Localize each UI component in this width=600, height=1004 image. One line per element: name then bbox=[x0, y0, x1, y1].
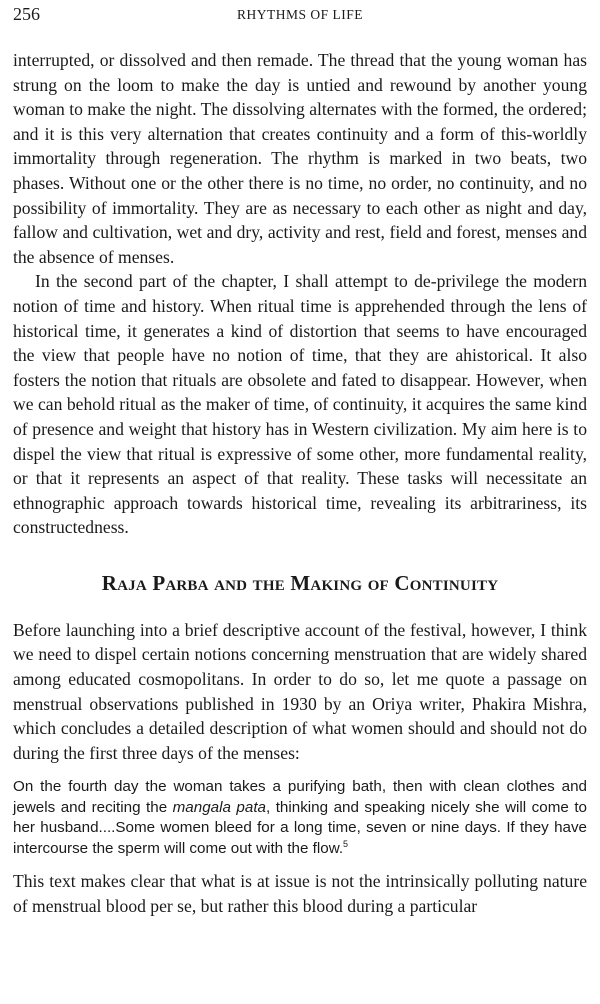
block-quote bbox=[13, 777, 587, 859]
quote-italic-term: mangala pata bbox=[172, 798, 266, 816]
section-heading: Raja Parba and the Making of Continuity bbox=[101, 570, 499, 595]
quote-text: On the fourth day the woman takes a purifying bath, then with clean clothes and jewels and reciting the bbox=[13, 778, 587, 816]
running-title: RHYTHMS OF LIFE bbox=[236, 7, 363, 22]
body-paragraph: Before launching into a brief descriptive account of the festival, however, I think we need to dispel certain notions concerning menstruation that are widely shared among educated cosmopolitans. In order to do so, let me quote a passage on menstrual observations published in 1930 by an Oriya writer, Phakira Mishra, which concludes a detailed description of what women should and should not do during the first three days of the menses: bbox=[13, 619, 587, 763]
body-paragraph: This text makes clear that what is at issue is not the intrinsically polluting nature of menstrual blood per se, but rather this blood during a particular bbox=[13, 871, 587, 917]
body-paragraph: interrupted, or dissolved and then remade. The thread that the young woman has strung on the loom to make the day is untied and rewound by another young woman to make the night. The dissolving alternates with the formed, the ordered; and it is this very alternation that creates continuity and a form of this-worldly immortality through regeneration. The rhythm is marked in two beats, two phases. Without one or the other there is no time, no order, no continuity, and no possibility of immortality. They are as necessary to each other as night and day, fallow and cultivation, wet and dry, activity and rest, field and forest, menses and the absence of menses. bbox=[13, 50, 587, 267]
quote-text: , thinking and speaking nicely she will come to her husband....Some women bleed for a long time, seven or nine days. If they have intercourse the sperm will come out with the flow. bbox=[13, 798, 587, 857]
footnote-marker[interactable]: 5 bbox=[343, 838, 349, 849]
page-number: 256 bbox=[13, 4, 40, 24]
running-head bbox=[13, 4, 587, 30]
body-paragraph: In the second part of the chapter, I shall attempt to de-privilege the modern notion of time and history. When ritual time is apprehended through the lens of historical time, it generates a kind of distortion that seems to have encouraged the view that people have no notion of time, that they are ahistorical. It also fosters the notion that rituals are obsolete and fated to disappear. However, when we can behold ritual as the maker of time, of continuity, it acquires the same kind of presence and weight that history has in Western civilization. My aim here is to dispel the view that ritual is expressive of some other, more fundamental reality, or that it represents an aspect of that reality. These tasks will necessitate an ethnographic approach towards historical time, revealing its arbitrariness, its constructedness. bbox=[13, 271, 587, 538]
